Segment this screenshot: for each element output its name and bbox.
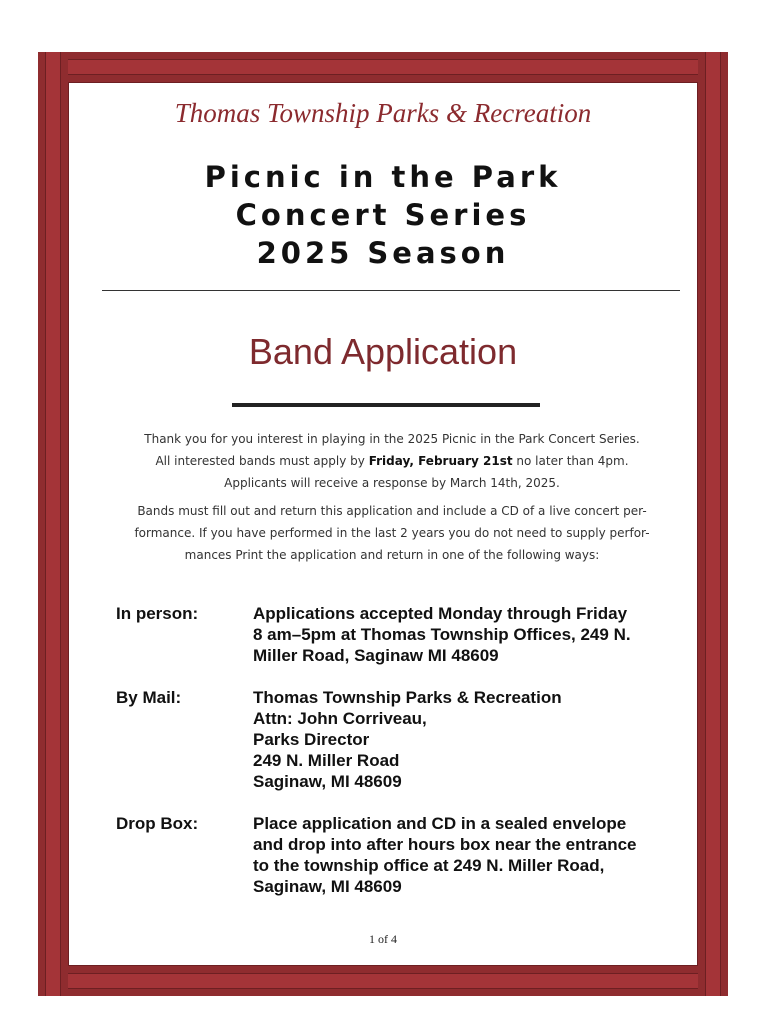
deadline-date: Friday, February 21st <box>368 454 513 468</box>
org-name: Thomas Township Parks & Recreation <box>174 98 592 128</box>
event-title-line-1: Picnic in the Park <box>204 160 562 194</box>
page-content <box>72 88 694 960</box>
method-label: In person: <box>116 604 199 623</box>
instructions-paragraph: Bands must fill out and return this application and include a CD of a live concert per-formance. If you have performed in the last 2 years you do not need to supply perfor-mances Print the application and return in one of the following ways: <box>134 504 650 562</box>
event-title <box>72 158 694 272</box>
intro-paragraph <box>122 428 662 494</box>
method-detail-line: and drop into after hours box near the entrance <box>253 835 637 854</box>
intro-line-2 <box>122 450 662 472</box>
intro-line-2-tail: no later than 4pm. <box>512 454 629 468</box>
event-title-line-2: Concert Series <box>235 198 531 232</box>
method-detail-line: 8 am–5pm at Thomas Township Offices, 249 N. <box>253 625 631 644</box>
method-detail-line: Applications accepted Monday through Friday <box>253 604 628 623</box>
method-label: By Mail: <box>116 688 182 707</box>
intro-line-2-text: All interested bands must apply by <box>155 454 369 468</box>
method-detail-line: 249 N. Miller Road <box>253 751 400 770</box>
divider <box>102 290 680 291</box>
method-details <box>253 687 683 792</box>
event-title-line-3: 2025 Season <box>256 236 510 270</box>
method-label: Drop Box: <box>116 814 199 833</box>
method-detail-line: Attn: John Corriveau, <box>253 709 427 728</box>
method-details <box>253 603 683 666</box>
method-detail-line: to the township office at 249 N. Miller Road, <box>253 856 605 875</box>
method-detail-line: Saginaw, MI 48609 <box>253 772 402 791</box>
method-detail-line: Miller Road, Saginaw MI 48609 <box>253 646 499 665</box>
page-number: 1 of 4 <box>369 932 397 946</box>
method-details <box>253 813 683 897</box>
method-detail-line: Thomas Township Parks & Recreation <box>253 688 562 707</box>
method-detail-line: Saginaw, MI 48609 <box>253 877 402 896</box>
section-title: Band Application <box>248 331 518 372</box>
method-detail-line: Place application and CD in a sealed envelope <box>253 814 627 833</box>
intro-line-1: Thank you for you interest in playing in the 2025 Picnic in the Park Concert Series. <box>144 432 640 446</box>
method-detail-line: Parks Director <box>253 730 370 749</box>
title-underline <box>232 403 540 407</box>
intro-line-3: Applicants will receive a response by March 14th, 2025. <box>224 476 560 490</box>
